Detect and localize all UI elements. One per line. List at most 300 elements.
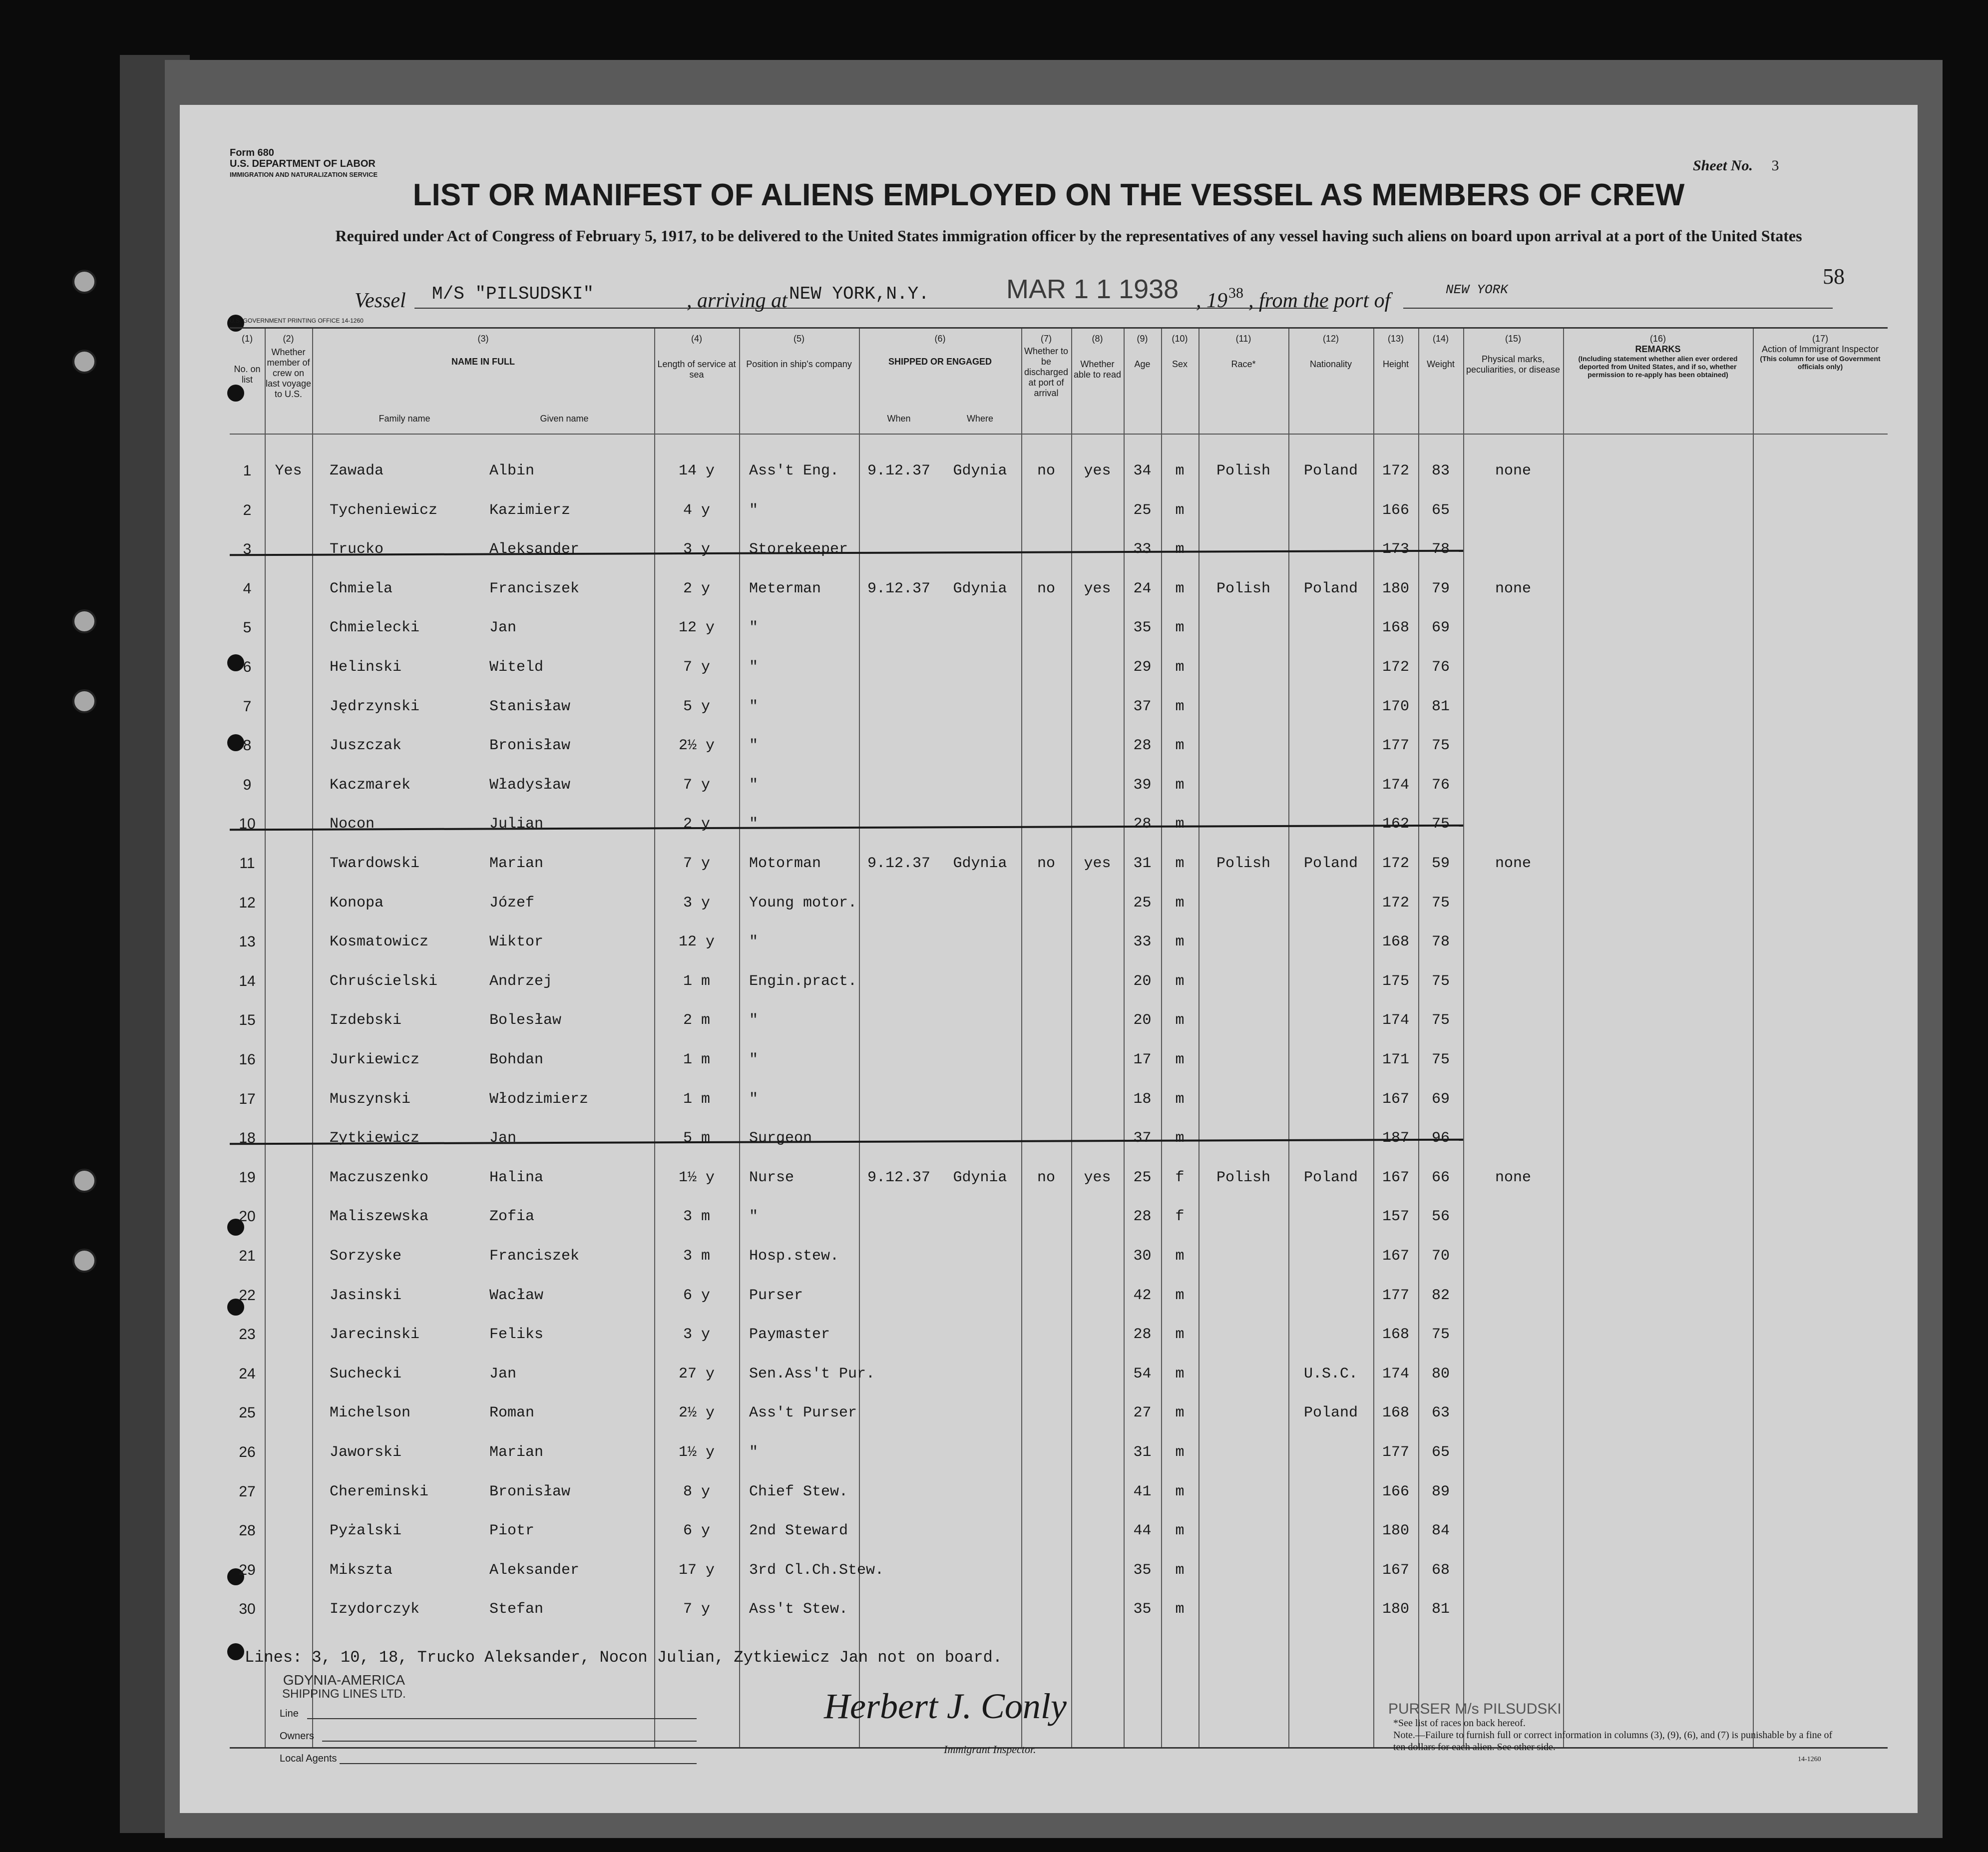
cell-weight: 89 bbox=[1431, 1483, 1450, 1500]
cell-sex: m bbox=[1175, 737, 1185, 755]
cell-given: Zofia bbox=[489, 1208, 535, 1226]
cell-height: 172 bbox=[1382, 659, 1409, 676]
table-row bbox=[230, 1513, 1888, 1552]
cell-age: 37 bbox=[1133, 1130, 1152, 1147]
cell-height: 173 bbox=[1382, 541, 1409, 558]
cell-sex: m bbox=[1175, 1051, 1185, 1068]
cell-sex: m bbox=[1175, 933, 1185, 951]
cell-family: Muszynski bbox=[330, 1090, 411, 1108]
cell-service: 12 y bbox=[678, 933, 715, 951]
cell-family: Izdebski bbox=[330, 1012, 402, 1029]
cell-no: 9 bbox=[243, 776, 252, 793]
page-number: 58 bbox=[1823, 264, 1845, 289]
cell-given: Jan bbox=[489, 1365, 517, 1383]
cell-given: Marian bbox=[489, 1444, 544, 1461]
year-label: , 19 bbox=[1196, 289, 1227, 312]
cell-given: Kazimierz bbox=[489, 501, 571, 519]
cell-read: yes bbox=[1084, 580, 1111, 597]
cell-service: 2 m bbox=[683, 1012, 710, 1029]
cell-age: 41 bbox=[1133, 1483, 1152, 1500]
col-header-no: (1) No. on list bbox=[234, 334, 261, 385]
arriving-underline bbox=[779, 308, 1328, 309]
cell-marks: none bbox=[1495, 580, 1531, 597]
table-row bbox=[230, 1278, 1888, 1317]
form-number: Form 680 bbox=[230, 147, 274, 158]
cell-age: 25 bbox=[1133, 1169, 1152, 1186]
cell-height: 166 bbox=[1382, 1483, 1409, 1500]
cell-weight: 81 bbox=[1431, 1601, 1450, 1618]
cell-service: 3 y bbox=[683, 1326, 710, 1344]
cell-no: 29 bbox=[239, 1561, 256, 1578]
cell-no: 10 bbox=[239, 816, 256, 833]
cell-weight: 66 bbox=[1431, 1169, 1450, 1186]
cell-no: 26 bbox=[239, 1444, 256, 1460]
cell-service: 7 y bbox=[683, 855, 710, 872]
cell-weight: 69 bbox=[1431, 619, 1450, 637]
col-subheader-family: Family name bbox=[379, 414, 430, 424]
company-line2: SHIPPING LINES LTD. bbox=[282, 1687, 406, 1701]
table-row bbox=[230, 1042, 1888, 1081]
cell-given: Franciszek bbox=[489, 580, 580, 597]
cell-sex: m bbox=[1175, 1090, 1185, 1108]
cell-position: Sen.Ass't Pur. bbox=[749, 1365, 875, 1383]
cell-given: Stefan bbox=[489, 1601, 544, 1618]
cell-where: Gdynia bbox=[953, 1169, 1007, 1186]
cell-no: 21 bbox=[239, 1248, 256, 1264]
cell-age: 31 bbox=[1133, 1444, 1152, 1461]
cell-position: Ass't Stew. bbox=[749, 1601, 848, 1618]
cell-no: 23 bbox=[239, 1326, 256, 1343]
cell-when: 9.12.37 bbox=[867, 1169, 931, 1186]
col-header-nationality: (12) Nationality bbox=[1309, 334, 1352, 369]
cell-sex: m bbox=[1175, 855, 1185, 872]
cell-position: " bbox=[749, 933, 759, 951]
table-row bbox=[230, 768, 1888, 807]
cell-weight: 75 bbox=[1431, 1012, 1450, 1029]
cell-height: 174 bbox=[1382, 776, 1409, 794]
cell-nationality: Poland bbox=[1303, 463, 1358, 479]
cell-where: Gdynia bbox=[953, 463, 1007, 479]
races-note: *See list of races on back hereof. bbox=[1393, 1718, 1526, 1729]
cell-no: 19 bbox=[239, 1169, 256, 1186]
cell-family: Helinski bbox=[330, 659, 402, 676]
cell-sex: m bbox=[1175, 972, 1185, 990]
table-row bbox=[230, 925, 1888, 963]
cell-height: 167 bbox=[1382, 1169, 1409, 1186]
cell-age: 20 bbox=[1133, 1012, 1152, 1029]
cell-given: Bohdan bbox=[489, 1051, 544, 1068]
crew-table bbox=[230, 327, 1888, 1749]
cell-no: 22 bbox=[239, 1287, 256, 1304]
cell-weight: 68 bbox=[1431, 1561, 1450, 1579]
table-row bbox=[230, 964, 1888, 1003]
cell-position: Nurse bbox=[749, 1169, 795, 1186]
vessel-name: M/S "PILSUDSKI" bbox=[432, 284, 594, 304]
cell-height: 172 bbox=[1382, 463, 1409, 479]
cell-weight: 75 bbox=[1431, 1051, 1450, 1068]
arriving-label: , arriving at bbox=[687, 289, 788, 312]
cell-no: 3 bbox=[243, 541, 252, 558]
cell-service: 1 m bbox=[683, 972, 710, 990]
cell-service: 1½ y bbox=[678, 1444, 715, 1461]
cell-no: 4 bbox=[243, 580, 252, 597]
cell-prev: Yes bbox=[275, 463, 302, 479]
cell-family: Nocon bbox=[330, 816, 375, 833]
cell-weight: 96 bbox=[1431, 1130, 1450, 1147]
cell-age: 20 bbox=[1133, 972, 1152, 990]
cell-given: Halina bbox=[489, 1169, 544, 1186]
cell-given: Witeld bbox=[489, 659, 544, 676]
cell-age: 33 bbox=[1133, 541, 1152, 558]
cell-no: 28 bbox=[239, 1522, 256, 1539]
col-header-discharge: (7) Whether to be discharged at port of arrival bbox=[1024, 334, 1069, 398]
cell-height: 180 bbox=[1382, 580, 1409, 597]
cell-given: Julian bbox=[489, 816, 544, 833]
cell-service: 2 y bbox=[683, 580, 710, 597]
cell-family: Chereminski bbox=[330, 1483, 429, 1500]
cell-sex: f bbox=[1175, 1208, 1185, 1226]
service-name: IMMIGRATION AND NATURALIZATION SERVICE bbox=[230, 171, 378, 178]
cell-given: Bronisław bbox=[489, 1483, 571, 1500]
cell-sex: m bbox=[1175, 1404, 1185, 1422]
cell-family: Konopa bbox=[330, 894, 384, 912]
cell-where: Gdynia bbox=[953, 855, 1007, 872]
cell-family: Michelson bbox=[330, 1404, 411, 1422]
cell-service: 17 y bbox=[678, 1561, 715, 1579]
table-row bbox=[230, 1121, 1888, 1160]
table-row bbox=[230, 886, 1888, 925]
cell-weight: 75 bbox=[1431, 972, 1450, 990]
cell-given: Wacław bbox=[489, 1287, 544, 1304]
cell-height: 175 bbox=[1382, 972, 1409, 990]
cell-position: Engin.pract. bbox=[749, 972, 857, 990]
cell-service: 4 y bbox=[683, 501, 710, 519]
cell-read: yes bbox=[1084, 463, 1111, 479]
col-subheader-when: When bbox=[887, 414, 911, 424]
cell-race: Polish bbox=[1216, 463, 1271, 479]
page-title: LIST OR MANIFEST OF ALIENS EMPLOYED ON THE VESSEL AS MEMBERS OF CREW bbox=[412, 178, 1685, 212]
col-header-action: (17) Action of Immigrant Inspector (This column for use of Government officials only) bbox=[1760, 334, 1881, 371]
cell-height: 180 bbox=[1382, 1601, 1409, 1618]
cell-height: 172 bbox=[1382, 855, 1409, 872]
printer-imprint: U.S. GOVERNMENT PRINTING OFFICE 14-1260 bbox=[230, 317, 364, 324]
col-header-height: (13) Height bbox=[1382, 334, 1409, 369]
cell-sex: m bbox=[1175, 1012, 1185, 1029]
col-header-read: (8) Whether able to read bbox=[1073, 334, 1122, 380]
cell-position: " bbox=[749, 1444, 759, 1461]
cell-weight: 65 bbox=[1431, 1444, 1450, 1461]
cell-no: 17 bbox=[239, 1090, 256, 1107]
cell-weight: 76 bbox=[1431, 659, 1450, 676]
table-row bbox=[230, 650, 1888, 689]
cell-read: yes bbox=[1084, 855, 1111, 872]
cell-height: 177 bbox=[1382, 1444, 1409, 1461]
table-row bbox=[230, 1395, 1888, 1434]
cell-family: Suchecki bbox=[330, 1365, 402, 1383]
cell-height: 174 bbox=[1382, 1012, 1409, 1029]
cell-service: 14 y bbox=[678, 463, 715, 479]
purser-stamp: PURSER M/s PILSUDSKI bbox=[1388, 1701, 1562, 1717]
cell-position: Young motor. bbox=[749, 894, 857, 912]
col-header-service: (4) Length of service at sea bbox=[657, 334, 736, 380]
cell-marks: none bbox=[1495, 463, 1531, 479]
cell-weight: 75 bbox=[1431, 1326, 1450, 1344]
cell-family: Kaczmarek bbox=[330, 776, 411, 794]
cell-when: 9.12.37 bbox=[867, 463, 931, 479]
cell-family: Zawada bbox=[330, 463, 384, 479]
cell-age: 25 bbox=[1133, 501, 1152, 519]
cell-sex: m bbox=[1175, 816, 1185, 833]
col-header-prev-voyage: (2) Whether member of crew on last voyage to U.S. bbox=[265, 334, 312, 399]
table-row bbox=[230, 1553, 1888, 1592]
table-row bbox=[230, 1317, 1888, 1356]
cell-given: Piotr bbox=[489, 1522, 535, 1540]
cell-discharge: no bbox=[1037, 855, 1055, 872]
cell-position: Motorman bbox=[749, 855, 821, 872]
cell-no: 7 bbox=[243, 698, 252, 715]
sheet-number bbox=[1693, 157, 1779, 174]
cell-no: 16 bbox=[239, 1051, 256, 1068]
cell-when: 9.12.37 bbox=[867, 580, 931, 597]
cell-family: Maliszewska bbox=[330, 1208, 429, 1226]
cell-weight: 56 bbox=[1431, 1208, 1450, 1226]
cell-service: 3 m bbox=[683, 1208, 710, 1226]
page-subtitle: Required under Act of Congress of February 5, 1917, to be delivered to the United States immigration officer by the representatives of any vessel having such aliens on board upon arrival at a port of the United States bbox=[335, 227, 1802, 245]
cell-height: 177 bbox=[1382, 737, 1409, 755]
cell-height: 168 bbox=[1382, 619, 1409, 637]
cell-service: 1 m bbox=[683, 1051, 710, 1068]
cell-weight: 79 bbox=[1431, 580, 1450, 597]
col-header-weight: (14) Weight bbox=[1427, 334, 1455, 369]
cell-position: Ass't Eng. bbox=[749, 463, 839, 479]
cell-nationality: Poland bbox=[1303, 855, 1358, 872]
date-stamp: MAR 1 1 1938 bbox=[1006, 274, 1179, 304]
cell-weight: 59 bbox=[1431, 855, 1450, 872]
cell-family: Pyżalski bbox=[330, 1522, 402, 1540]
cell-service: 3 y bbox=[683, 894, 710, 912]
col-header-age: (9) Age bbox=[1134, 334, 1151, 369]
cell-discharge: no bbox=[1037, 1169, 1055, 1186]
cell-family: Trucko bbox=[330, 541, 384, 558]
cell-nationality: Poland bbox=[1303, 1404, 1358, 1422]
cell-read: yes bbox=[1084, 1169, 1111, 1186]
cell-age: 18 bbox=[1133, 1090, 1152, 1108]
col-subheader-given: Given name bbox=[540, 414, 589, 424]
cell-nationality: Poland bbox=[1303, 1169, 1358, 1186]
table-row bbox=[230, 1474, 1888, 1513]
cell-sex: m bbox=[1175, 1130, 1185, 1147]
cell-weight: 65 bbox=[1431, 501, 1450, 519]
cell-sex: m bbox=[1175, 541, 1185, 558]
cell-family: Sorzyske bbox=[330, 1248, 402, 1265]
inspector-label: Immigrant Inspector. bbox=[944, 1743, 1036, 1756]
cell-no: 13 bbox=[239, 933, 256, 950]
cell-height: 167 bbox=[1382, 1090, 1409, 1108]
table-row bbox=[230, 1199, 1888, 1238]
cell-weight: 80 bbox=[1431, 1365, 1450, 1383]
cell-race: Polish bbox=[1216, 580, 1271, 597]
cell-position: " bbox=[749, 501, 759, 519]
cell-family: Jarecinski bbox=[330, 1326, 420, 1344]
cell-age: 34 bbox=[1133, 463, 1152, 479]
sheet-value: 3 bbox=[1771, 157, 1779, 174]
cell-sex: m bbox=[1175, 776, 1185, 794]
cell-service: 2½ y bbox=[678, 1404, 715, 1422]
cell-discharge: no bbox=[1037, 580, 1055, 597]
cell-when: 9.12.37 bbox=[867, 855, 931, 872]
cell-weight: 70 bbox=[1431, 1248, 1450, 1265]
year-value: 38 bbox=[1228, 285, 1243, 301]
cell-sex: m bbox=[1175, 1365, 1185, 1383]
cell-marks: none bbox=[1495, 855, 1531, 872]
cell-no: 27 bbox=[239, 1483, 256, 1500]
cell-position: " bbox=[749, 776, 759, 794]
table-row bbox=[230, 1082, 1888, 1121]
cell-nationality: U.S.C. bbox=[1303, 1365, 1358, 1383]
company-stamp bbox=[282, 1673, 406, 1701]
table-row bbox=[230, 1160, 1888, 1199]
cell-position: " bbox=[749, 1090, 759, 1108]
cell-sex: m bbox=[1175, 1287, 1185, 1304]
cell-service: 6 y bbox=[683, 1287, 710, 1304]
cell-no: 6 bbox=[243, 659, 252, 675]
cell-given: Bolesław bbox=[489, 1012, 562, 1029]
cell-position: " bbox=[749, 698, 759, 715]
cell-service: 1½ y bbox=[678, 1169, 715, 1186]
cell-weight: 78 bbox=[1431, 933, 1450, 951]
cell-age: 17 bbox=[1133, 1051, 1152, 1068]
cell-height: 167 bbox=[1382, 1248, 1409, 1265]
footnote: Lines: 3, 10, 18, Trucko Aleksander, Nocon Julian, Zytkiewicz Jan not on board. bbox=[245, 1648, 1003, 1667]
cell-position: Purser bbox=[749, 1287, 803, 1304]
vessel-label: Vessel bbox=[355, 289, 406, 312]
cell-family: Jędrzynski bbox=[330, 698, 420, 715]
binder-ring bbox=[72, 609, 96, 633]
cell-position: Chief Stew. bbox=[749, 1483, 848, 1500]
table-row bbox=[230, 1592, 1888, 1631]
cell-no: 14 bbox=[239, 972, 256, 989]
cell-height: 168 bbox=[1382, 1404, 1409, 1422]
line-label: Line bbox=[280, 1708, 299, 1719]
cell-family: Kosmatowicz bbox=[330, 933, 429, 951]
cell-position: " bbox=[749, 619, 759, 637]
table-row bbox=[230, 807, 1888, 846]
cell-service: 2½ y bbox=[678, 737, 715, 755]
cell-service: 5 m bbox=[683, 1130, 710, 1147]
cell-service: 12 y bbox=[678, 619, 715, 637]
cell-service: 8 y bbox=[683, 1483, 710, 1500]
cell-service: 27 y bbox=[678, 1365, 715, 1383]
cell-age: 37 bbox=[1133, 698, 1152, 715]
cell-sex: m bbox=[1175, 501, 1185, 519]
binder-ring bbox=[72, 1249, 96, 1273]
cell-position: Meterman bbox=[749, 580, 821, 597]
arriving-port: NEW YORK,N.Y. bbox=[789, 284, 929, 304]
cell-sex: m bbox=[1175, 659, 1185, 676]
cell-service: 3 m bbox=[683, 1248, 710, 1265]
cell-given: Aleksander bbox=[489, 1561, 580, 1579]
cell-family: Jurkiewicz bbox=[330, 1051, 420, 1068]
cell-height: 170 bbox=[1382, 698, 1409, 715]
table-row bbox=[230, 1357, 1888, 1395]
table-row bbox=[230, 571, 1888, 610]
cell-age: 28 bbox=[1133, 1326, 1152, 1344]
manifest-page bbox=[180, 105, 1918, 1813]
col-header-marks: (15) Physical marks, peculiarities, or disease bbox=[1466, 334, 1561, 375]
cell-sex: m bbox=[1175, 1601, 1185, 1618]
cell-service: 2 y bbox=[683, 816, 710, 833]
cell-service: 7 y bbox=[683, 776, 710, 794]
table-row bbox=[230, 1239, 1888, 1278]
cell-position: " bbox=[749, 816, 759, 833]
cell-given: Stanisław bbox=[489, 698, 571, 715]
cell-service: 7 y bbox=[683, 1601, 710, 1618]
cell-weight: 83 bbox=[1431, 463, 1450, 479]
table-row bbox=[230, 454, 1888, 492]
table-row bbox=[230, 728, 1888, 767]
cell-given: Jan bbox=[489, 1130, 517, 1147]
cell-position: " bbox=[749, 1208, 759, 1226]
cell-given: Andrzej bbox=[489, 972, 553, 990]
cell-family: Maczuszenko bbox=[330, 1169, 429, 1186]
cell-height: 167 bbox=[1382, 1561, 1409, 1579]
cell-family: Tycheniewicz bbox=[330, 501, 438, 519]
cell-no: 15 bbox=[239, 1012, 256, 1029]
cell-service: 7 y bbox=[683, 659, 710, 676]
col-header-position: (5) Position in ship's company bbox=[746, 334, 852, 369]
penalty-note: Note.—Failure to furnish full or correct information in columns (3), (9), (6), and (7) is punishable by a fine of ten dollars for each alien. See other side. bbox=[1393, 1730, 1833, 1753]
cell-weight: 78 bbox=[1431, 541, 1450, 558]
cell-sex: m bbox=[1175, 463, 1185, 479]
from-underline bbox=[1403, 308, 1833, 309]
cell-sex: m bbox=[1175, 1444, 1185, 1461]
cell-height: 180 bbox=[1382, 1522, 1409, 1540]
cell-sex: f bbox=[1175, 1169, 1185, 1186]
cell-sex: m bbox=[1175, 619, 1185, 637]
cell-race: Polish bbox=[1216, 855, 1271, 872]
cell-sex: m bbox=[1175, 1248, 1185, 1265]
cell-sex: m bbox=[1175, 580, 1185, 597]
cell-height: 168 bbox=[1382, 1326, 1409, 1344]
table-row bbox=[230, 1435, 1888, 1474]
cell-no: 20 bbox=[239, 1208, 256, 1225]
cell-family: Izydorczyk bbox=[330, 1601, 420, 1618]
cell-height: 157 bbox=[1382, 1208, 1409, 1226]
cell-age: 25 bbox=[1133, 894, 1152, 912]
binder-ring bbox=[72, 350, 96, 374]
cell-weight: 82 bbox=[1431, 1287, 1450, 1304]
cell-age: 28 bbox=[1133, 816, 1152, 833]
cell-age: 54 bbox=[1133, 1365, 1152, 1383]
cell-race: Polish bbox=[1216, 1169, 1271, 1186]
binder-ring bbox=[72, 689, 96, 713]
from-port: NEW YORK bbox=[1446, 282, 1508, 297]
cell-no: 1 bbox=[243, 463, 252, 479]
cell-service: 3 y bbox=[683, 541, 710, 558]
cell-family: Chmielecki bbox=[330, 619, 420, 637]
binder-ring bbox=[72, 270, 96, 294]
cell-family: Chruścielski bbox=[330, 972, 438, 990]
cell-given: Roman bbox=[489, 1404, 535, 1422]
cell-no: 30 bbox=[239, 1601, 256, 1618]
binder-ring bbox=[72, 1169, 96, 1193]
cell-age: 33 bbox=[1133, 933, 1152, 951]
cell-sex: m bbox=[1175, 1483, 1185, 1500]
cell-height: 166 bbox=[1382, 501, 1409, 519]
cell-sex: m bbox=[1175, 1326, 1185, 1344]
cell-service: 1 m bbox=[683, 1090, 710, 1108]
cell-age: 31 bbox=[1133, 855, 1152, 872]
